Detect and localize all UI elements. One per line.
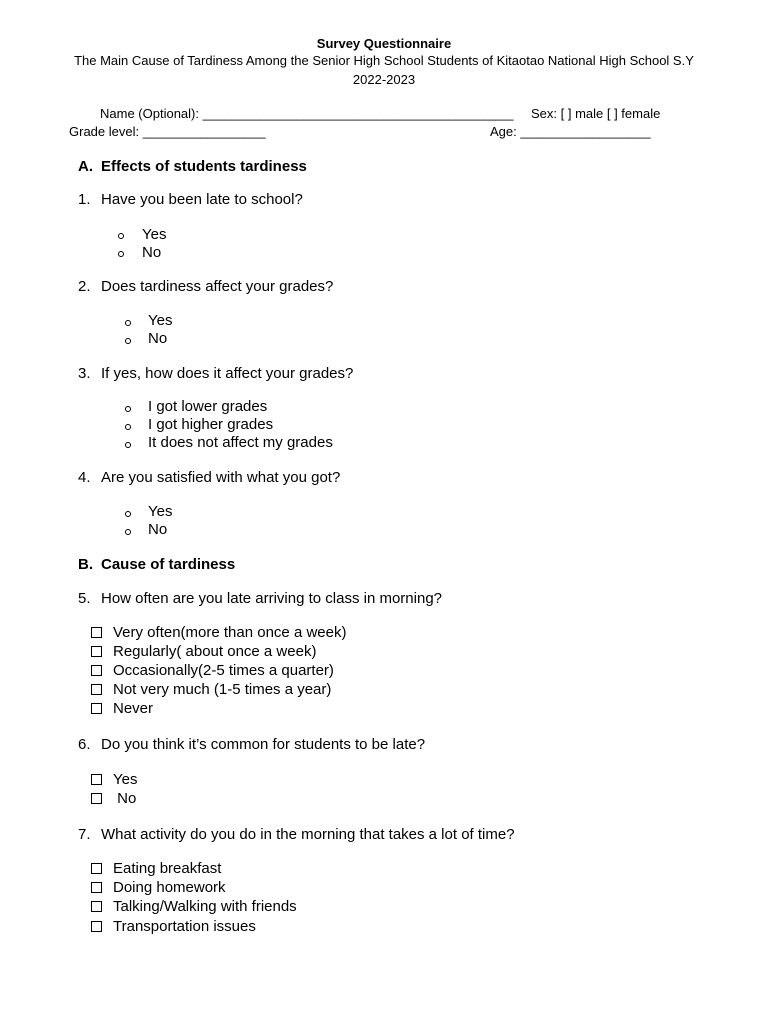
radio-bullet-icon[interactable] — [125, 338, 131, 344]
q2-option-no[interactable]: No — [148, 330, 168, 347]
question-5-text: How often are you late arriving to class in morning? — [101, 590, 443, 607]
question-1 — [78, 191, 303, 208]
question-2 — [78, 278, 333, 295]
question-3 — [78, 365, 353, 382]
survey-subtitle: The Main Cause of Tardiness Among the Senior High School Students of Kitaotao National High School S.Y — [74, 53, 694, 68]
q7-option-homework[interactable]: Doing homework — [113, 879, 226, 896]
radio-bullet-icon[interactable] — [118, 233, 124, 239]
section-a-heading — [78, 158, 307, 175]
question-5 — [78, 590, 442, 607]
checkbox-icon[interactable] — [91, 774, 102, 785]
question-6 — [78, 736, 425, 753]
question-1-number: 1. — [78, 191, 91, 208]
q3-option-higher[interactable]: I got higher grades — [148, 416, 274, 433]
q7-option-friends[interactable]: Talking/Walking with friends — [113, 898, 297, 915]
checkbox-icon[interactable] — [91, 793, 102, 804]
question-7 — [78, 826, 515, 843]
radio-bullet-icon[interactable] — [125, 442, 131, 448]
question-4-number: 4. — [78, 469, 91, 486]
q6-option-no[interactable]: No — [113, 790, 137, 807]
question-3-text: If yes, how does it affect your grades? — [101, 365, 354, 382]
checkbox-icon[interactable] — [91, 921, 102, 932]
radio-bullet-icon[interactable] — [118, 251, 124, 257]
checkbox-icon[interactable] — [91, 882, 102, 893]
radio-bullet-icon[interactable] — [125, 529, 131, 535]
section-a-letter: A. — [78, 158, 93, 175]
checkbox-icon[interactable] — [91, 684, 102, 695]
grade-level-field[interactable]: Grade level: _________________ — [69, 124, 266, 139]
checkbox-icon[interactable] — [91, 627, 102, 638]
q3-option-lower[interactable]: I got lower grades — [148, 398, 268, 415]
question-4-text: Are you satisfied with what you got? — [101, 469, 341, 486]
checkbox-icon[interactable] — [91, 901, 102, 912]
checkbox-icon[interactable] — [91, 703, 102, 714]
checkbox-icon[interactable] — [91, 863, 102, 874]
q4-option-no[interactable]: No — [148, 521, 168, 538]
section-b-title: Cause of tardiness — [101, 556, 236, 573]
q7-option-breakfast[interactable]: Eating breakfast — [113, 860, 222, 877]
question-6-text: Do you think it’s common for students to be late? — [101, 736, 426, 753]
question-5-number: 5. — [78, 590, 91, 607]
q4-option-yes[interactable]: Yes — [148, 503, 173, 520]
question-1-text: Have you been late to school? — [101, 191, 303, 208]
radio-bullet-icon[interactable] — [125, 511, 131, 517]
q5-option-not-very-much[interactable]: Not very much (1-5 times a year) — [113, 681, 332, 698]
question-3-number: 3. — [78, 365, 91, 382]
section-b-letter: B. — [78, 556, 93, 573]
question-2-number: 2. — [78, 278, 91, 295]
question-7-text: What activity do you do in the morning that takes a lot of time? — [101, 826, 515, 843]
radio-bullet-icon[interactable] — [125, 406, 131, 412]
checkbox-icon[interactable] — [91, 646, 102, 657]
name-field[interactable]: Name (Optional): ___________________________________________ — [100, 106, 514, 121]
school-year: 2022-2023 — [352, 72, 416, 87]
survey-title: Survey Questionnaire — [316, 36, 452, 51]
section-a-title: Effects of students tardiness — [101, 158, 307, 175]
question-7-number: 7. — [78, 826, 91, 843]
q5-option-occasionally[interactable]: Occasionally(2-5 times a quarter) — [113, 662, 334, 679]
q2-option-yes[interactable]: Yes — [148, 312, 173, 329]
q5-option-never[interactable]: Never — [113, 700, 154, 717]
radio-bullet-icon[interactable] — [125, 424, 131, 430]
q1-option-yes[interactable]: Yes — [142, 226, 167, 243]
q6-option-yes[interactable]: Yes — [113, 771, 138, 788]
section-b-heading — [78, 556, 235, 573]
question-6-number: 6. — [78, 736, 91, 753]
question-4 — [78, 469, 340, 486]
q3-option-no-effect[interactable]: It does not affect my grades — [148, 434, 333, 451]
question-2-text: Does tardiness affect your grades? — [101, 278, 334, 295]
radio-bullet-icon[interactable] — [125, 320, 131, 326]
checkbox-icon[interactable] — [91, 665, 102, 676]
q5-option-regularly[interactable]: Regularly( about once a week) — [113, 643, 317, 660]
q5-option-very-often[interactable]: Very often(more than once a week) — [113, 624, 347, 641]
age-field[interactable]: Age: __________________ — [490, 124, 651, 139]
q1-option-no[interactable]: No — [142, 244, 162, 261]
q7-option-transportation[interactable]: Transportation issues — [113, 918, 256, 935]
sex-field[interactable]: Sex: [ ] male [ ] female — [531, 106, 661, 121]
